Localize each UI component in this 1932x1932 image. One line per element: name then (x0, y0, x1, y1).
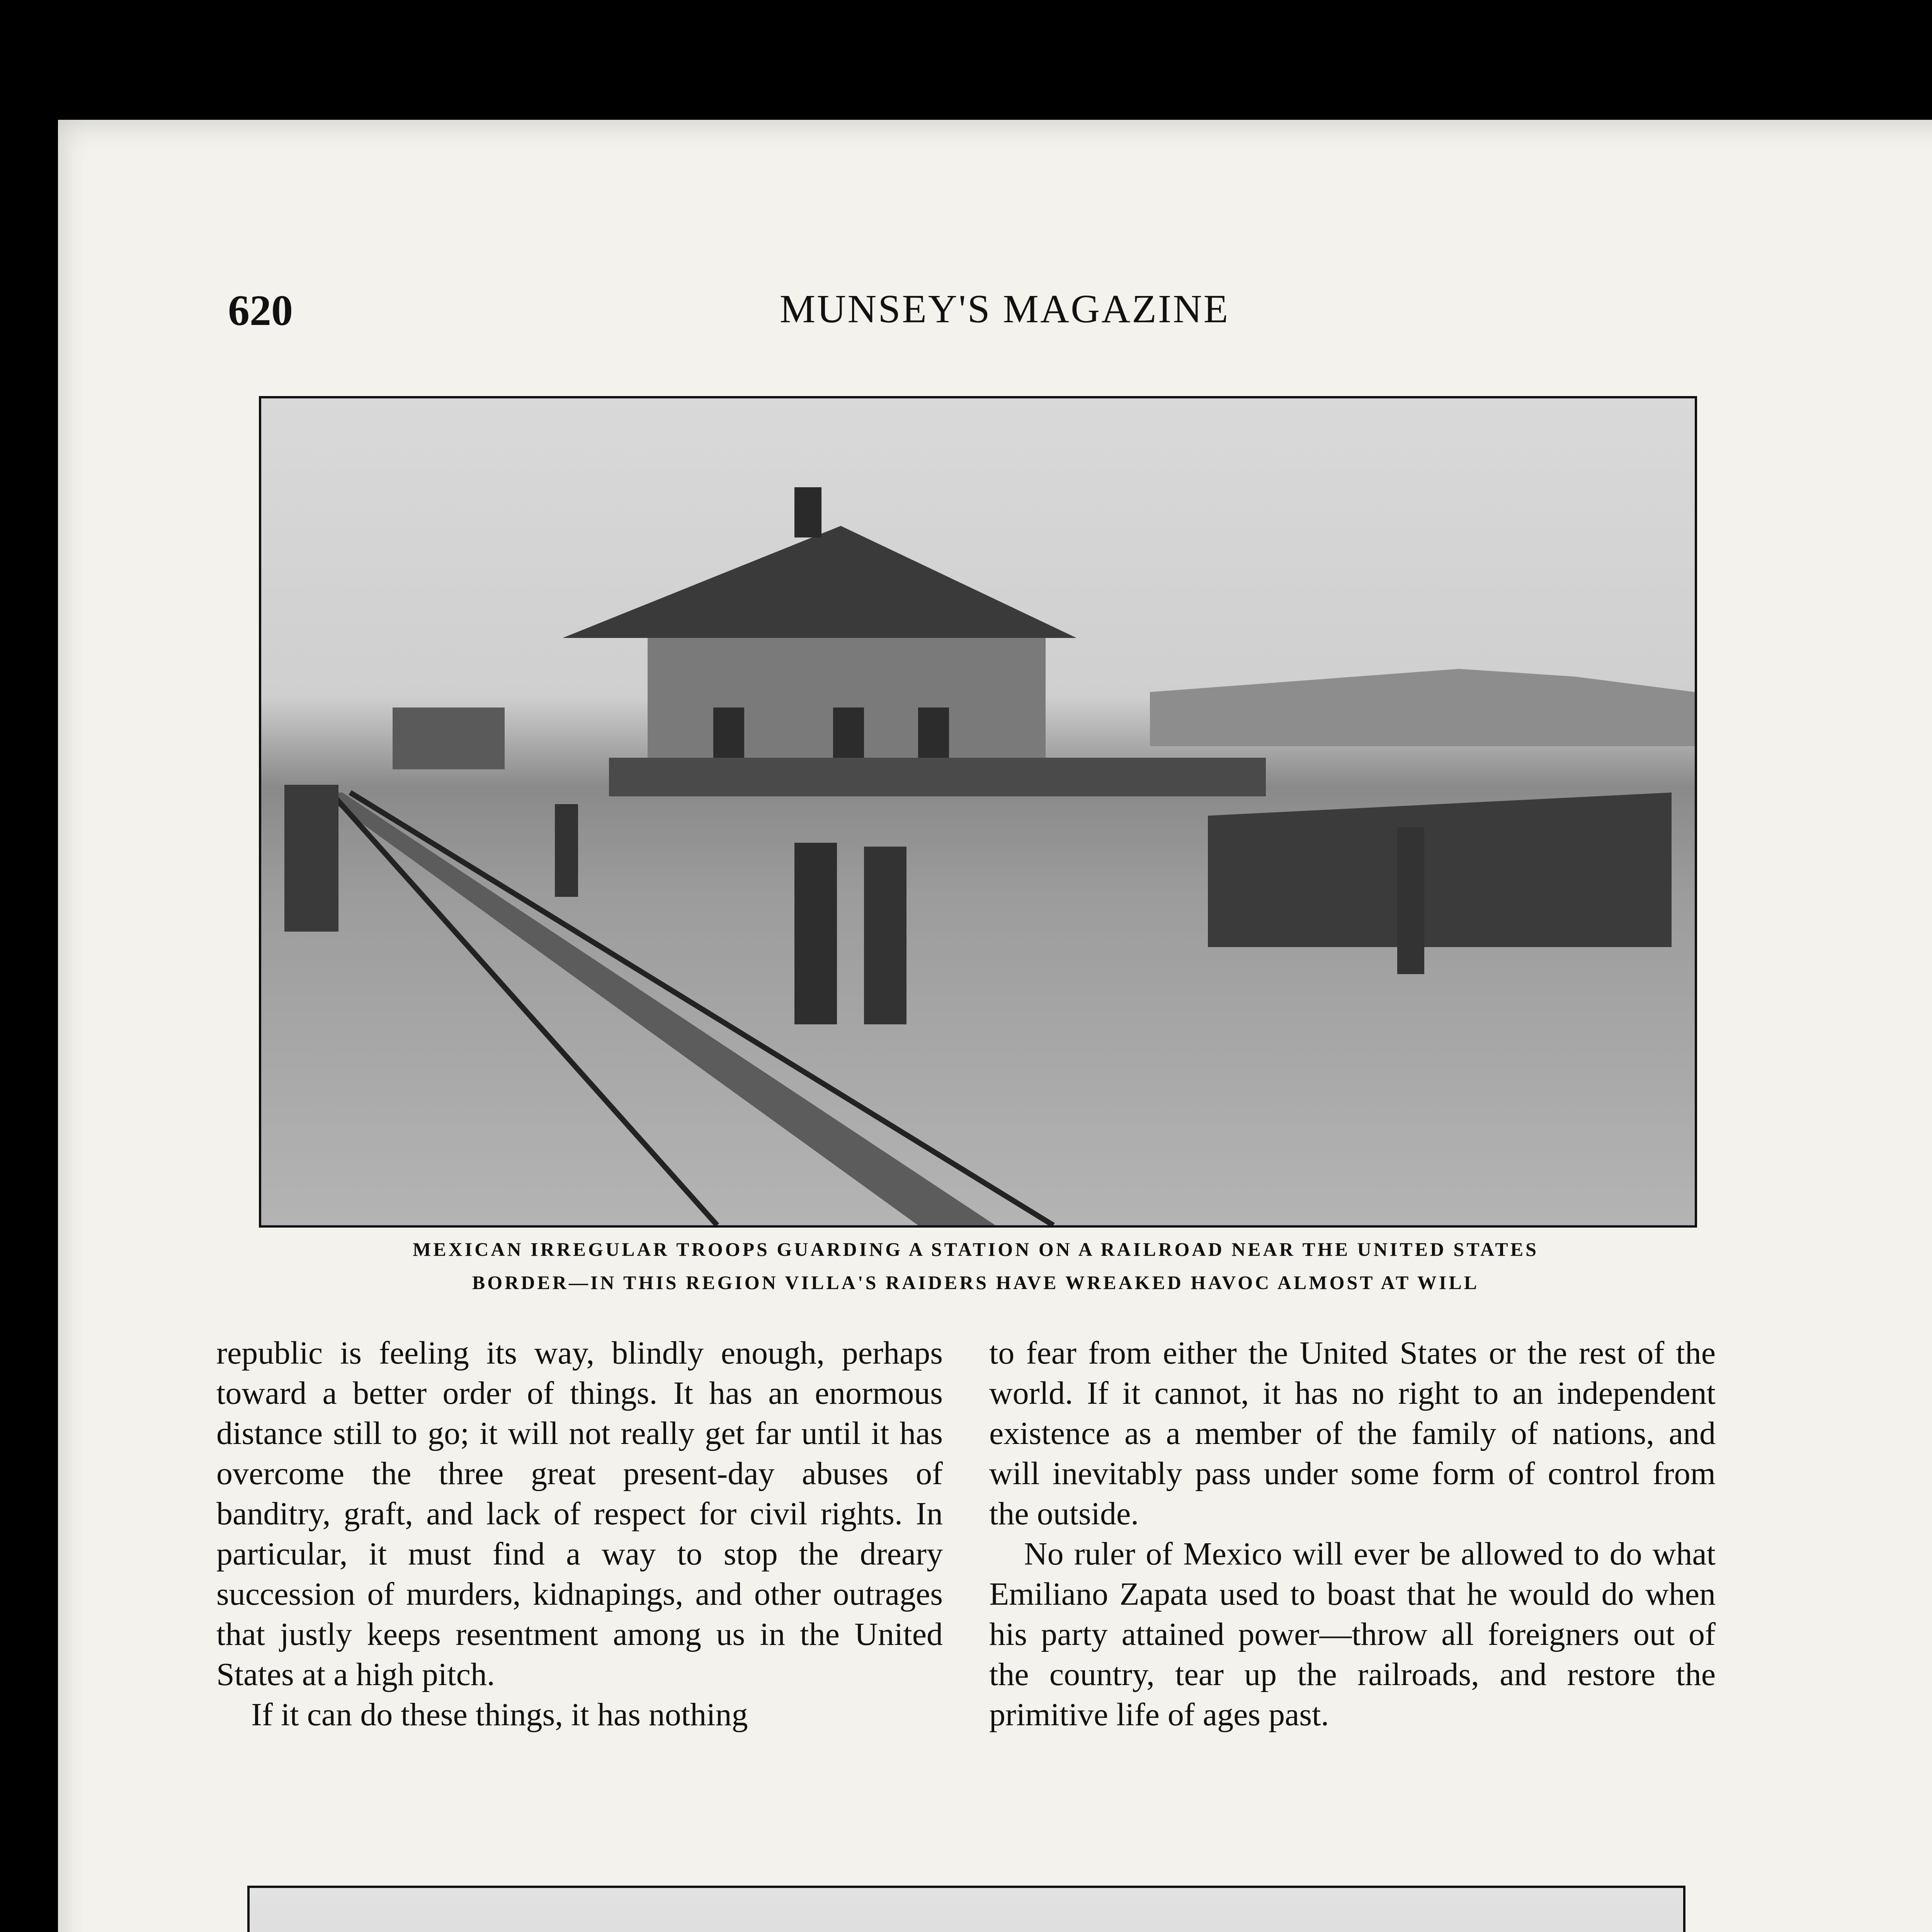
station-caption-line-2: BORDER—IN THIS REGION VILLA'S RAIDERS HAVE WREAKED HAVOC ALMOST AT WILL (472, 1272, 1480, 1293)
body-column-left (216, 1333, 943, 1735)
station-photo (259, 396, 1697, 1228)
page-number: 620 (228, 287, 293, 335)
wrecked-tracks-illustration (250, 1888, 1683, 1932)
station-photo-caption (259, 1233, 1692, 1299)
body-column-right (989, 1333, 1716, 1735)
body-paragraph: No ruler of Mexico will ever be allowed to do what Emiliano Zapata used to boast that he would do when his party attained power—throw all foreigners out of the country, tear up the railroads, and restore the primitive life of ages past. (989, 1536, 1716, 1733)
body-paragraph: republic is feeling its way, blindly enough, perhaps toward a better order of things. It has an enormous distance still to go; it will not really get far until it has overcome the three great present-day abuses of banditry, graft, and lack of respect for civil rights. In particular, it must find a way to stop the dreary succession of murders, kidnapings, and other outrages that justly keeps resentment among us in the United States at a high pitch. (216, 1335, 943, 1692)
running-head: MUNSEY'S MAGAZINE (779, 287, 1230, 331)
wrecked-tracks-photo (247, 1886, 1685, 1932)
body-paragraph: to fear from either the United States or the rest of the world. If it cannot, it has no right to an independent existence as a member of the family of nations, and will inevitably pass under some form of control from the outside. (989, 1335, 1716, 1532)
station-photo-illustration (261, 398, 1695, 1225)
body-paragraph: If it can do these things, it has nothing (251, 1697, 748, 1733)
station-caption-line-1: MEXICAN IRREGULAR TROOPS GUARDING A STATION ON A RAILROAD NEAR THE UNITED STATES (413, 1238, 1539, 1260)
